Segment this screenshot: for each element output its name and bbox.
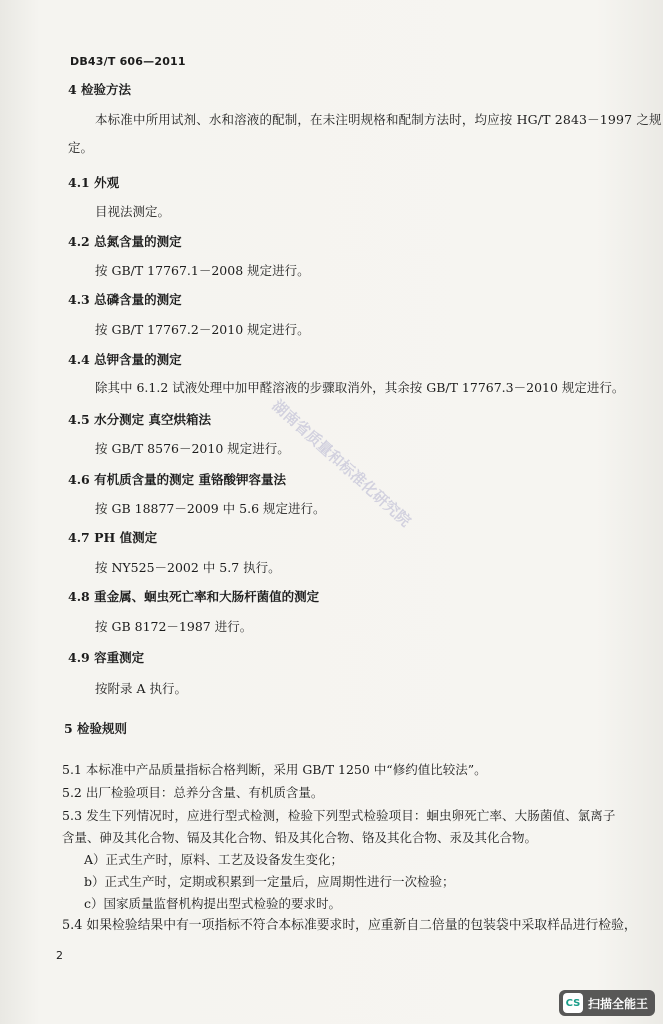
section-4-9-heading: 4.9 容重测定 — [68, 650, 145, 665]
section-4-5-heading: 4.5 水分测定 真空烘箱法 — [68, 412, 211, 427]
section-4-2-heading: 4.2 总氮含量的测定 — [68, 234, 182, 249]
section-4-9-body: 按附录 A 执行。 — [95, 681, 187, 696]
list-item: b）正式生产时，定期或积累到一定量后，应周期性进行一次检验； — [84, 874, 455, 889]
section-4-1-heading: 4.1 外观 — [68, 175, 120, 190]
section-4-intro-line1: 本标准中所用试剂、水和溶液的配制，在未注明规格和配制方法时，均应按 HG/T 2843－1997 之规 — [95, 112, 662, 127]
section-4-8-body: 按 GB 8172－1987 进行。 — [95, 619, 253, 634]
document-code: DB43/T 606—2011 — [70, 55, 186, 68]
section-4-7-heading: 4.7 PH 值测定 — [68, 530, 158, 545]
section-4-6-heading: 4.6 有机质含量的测定 重铬酸钾容量法 — [68, 472, 286, 487]
section-4-intro-line2: 定。 — [68, 140, 94, 155]
section-4-3-body: 按 GB/T 17767.2－2010 规定进行。 — [95, 322, 310, 337]
section-4-8-heading: 4.8 重金属、蛔虫死亡率和大肠杆菌值的测定 — [68, 589, 320, 604]
section-4-4-body: 除其中 6.1.2 试液处理中加甲醛溶液的步骤取消外，其余按 GB/T 17767.3－2010 规定进行。 — [95, 380, 625, 395]
watermark-stamp: 湖南省质量和标准化研究院 — [268, 396, 415, 531]
section-4-6-body: 按 GB 18877－2009 中 5.6 规定进行。 — [95, 501, 326, 516]
section-4-5-body: 按 GB/T 8576－2010 规定进行。 — [95, 441, 290, 456]
section-4-7-body: 按 NY525－2002 中 5.7 执行。 — [95, 560, 281, 575]
clause-5-3-line1: 5.3 发生下列情况时，应进行型式检测，检验下列型式检验项目：蛔虫卵死亡率、大肠菌值、氯离子 — [62, 808, 616, 823]
section-4-title: 4 检验方法 — [68, 82, 132, 97]
scanner-app-badge — [559, 990, 655, 1016]
list-item: A）正式生产时，原料、工艺及设备发生变化； — [84, 852, 344, 867]
clause-5-1: 5.1 本标准中产品质量指标合格判断，采用 GB/T 1250 中“修约值比较法”。 — [62, 762, 487, 777]
clause-5-4: 5.4 如果检验结果中有一项指标不符合本标准要求时，应重新自二倍量的包装袋中采取样品进行检验， — [62, 918, 637, 933]
section-4-4-heading: 4.4 总钾含量的测定 — [68, 352, 182, 367]
section-5-title: 5 检验规则 — [64, 721, 128, 736]
section-4-3-heading: 4.3 总磷含量的测定 — [68, 292, 182, 307]
section-4-1-body: 目视法测定。 — [95, 204, 171, 219]
clause-5-2: 5.2 出厂检验项目：总养分含量、有机质含量。 — [62, 785, 324, 800]
scanner-app-label: 扫描全能王 — [587, 996, 648, 1011]
section-4-2-body: 按 GB/T 17767.1－2008 规定进行。 — [95, 263, 310, 278]
page-number: 2 — [56, 949, 63, 962]
clause-5-3-line2: 含量、砷及其化合物、镉及其化合物、铅及其化合物、铬及其化合物、汞及其化合物。 — [62, 830, 538, 845]
list-item: c）国家质量监督机构提出型式检验的要求时。 — [84, 896, 342, 911]
camscanner-icon: CS — [563, 993, 583, 1013]
